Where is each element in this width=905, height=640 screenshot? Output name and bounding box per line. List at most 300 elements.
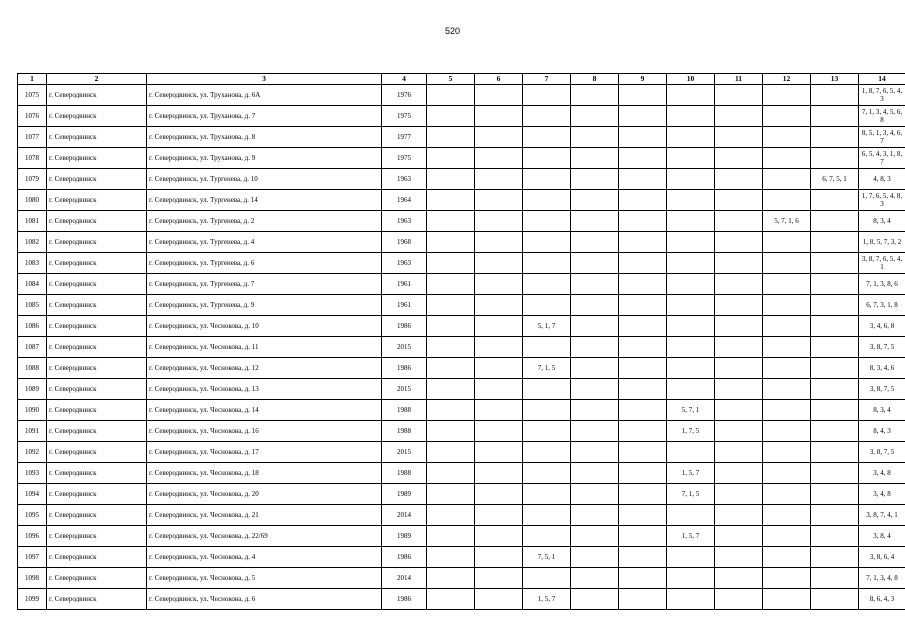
table-cell-col-3: г. Северодвинск, ул. Чеснокова, д. 13 <box>147 379 382 400</box>
table-cell-col-4: 1977 <box>382 127 427 148</box>
table-cell-col-8 <box>571 547 619 568</box>
table-cell-col-6 <box>475 190 523 211</box>
table-cell-col-7 <box>523 148 571 169</box>
table-cell-col-1: 1080 <box>18 190 47 211</box>
table-cell-col-2: г. Северодвинск <box>47 148 147 169</box>
table-row <box>18 85 905 106</box>
table-cell-col-10: 1, 5, 7 <box>667 463 715 484</box>
table-cell-col-11 <box>715 127 763 148</box>
table-cell-col-8 <box>571 295 619 316</box>
table-cell-col-8 <box>571 232 619 253</box>
table-cell-col-5 <box>427 337 475 358</box>
table-cell-col-9 <box>619 484 667 505</box>
table-cell-col-13 <box>811 442 859 463</box>
table-cell-col-3: г. Северодвинск, ул. Тургенева, д. 9 <box>147 295 382 316</box>
table-cell-col-5 <box>427 253 475 274</box>
table-cell-col-12 <box>763 85 811 106</box>
table-row <box>18 274 905 295</box>
table-cell-col-6 <box>475 484 523 505</box>
table-cell-col-13 <box>811 127 859 148</box>
table-cell-col-6 <box>475 358 523 379</box>
table-cell-col-12 <box>763 358 811 379</box>
table-cell-col-13: 6, 7, 5, 1 <box>811 169 859 190</box>
table-cell-col-2: г. Северодвинск <box>47 589 147 610</box>
table-cell-col-1: 1089 <box>18 379 47 400</box>
table-cell-col-3: г. Северодвинск, ул. Труханова, д. 6А <box>147 85 382 106</box>
table-cell-col-8 <box>571 526 619 547</box>
table-cell-col-5 <box>427 505 475 526</box>
table-cell-col-6 <box>475 274 523 295</box>
table-cell-col-6 <box>475 85 523 106</box>
table-cell-col-14: 1, 7, 6, 5, 4, 8, 3 <box>859 190 905 211</box>
table-cell-col-5 <box>427 85 475 106</box>
table-cell-col-14: 3, 8, 4 <box>859 526 905 547</box>
table-cell-col-13 <box>811 148 859 169</box>
table-cell-col-3: г. Северодвинск, ул. Чеснокова, д. 4 <box>147 547 382 568</box>
table-cell-col-12 <box>763 190 811 211</box>
table-row <box>18 484 905 505</box>
table-cell-col-12 <box>763 274 811 295</box>
table-cell-col-6 <box>475 169 523 190</box>
table-cell-col-6 <box>475 211 523 232</box>
table-cell-col-9 <box>619 379 667 400</box>
table-cell-col-3: г. Северодвинск, ул. Чеснокова, д. 20 <box>147 484 382 505</box>
table-cell-col-6 <box>475 106 523 127</box>
table-cell-col-10 <box>667 316 715 337</box>
table-cell-col-2: г. Северодвинск <box>47 127 147 148</box>
table-cell-col-11 <box>715 316 763 337</box>
table-cell-col-9 <box>619 211 667 232</box>
table-cell-col-9 <box>619 526 667 547</box>
table-cell-col-8 <box>571 568 619 589</box>
table-cell-col-8 <box>571 190 619 211</box>
table-cell-col-6 <box>475 547 523 568</box>
table-row <box>18 148 905 169</box>
table-cell-col-12 <box>763 127 811 148</box>
table-cell-col-3: г. Северодвинск, ул. Чеснокова, д. 5 <box>147 568 382 589</box>
table-cell-col-10 <box>667 190 715 211</box>
table-row <box>18 316 905 337</box>
table-row <box>18 400 905 421</box>
table-cell-col-13 <box>811 379 859 400</box>
table-cell-col-9 <box>619 589 667 610</box>
table-cell-col-1: 1078 <box>18 148 47 169</box>
table-cell-col-11 <box>715 421 763 442</box>
table-cell-col-14: 1, 8, 5, 7, 3, 2 <box>859 232 905 253</box>
table-cell-col-7: 7, 5, 1 <box>523 547 571 568</box>
table-row <box>18 505 905 526</box>
table-cell-col-14: 3, 4, 8 <box>859 484 905 505</box>
table-cell-col-2: г. Северодвинск <box>47 547 147 568</box>
table-cell-col-14: 3, 4, 8 <box>859 463 905 484</box>
table-cell-col-1: 1091 <box>18 421 47 442</box>
table-cell-col-10 <box>667 442 715 463</box>
table-cell-col-13 <box>811 253 859 274</box>
table-cell-col-7 <box>523 442 571 463</box>
table-cell-col-1: 1084 <box>18 274 47 295</box>
table-cell-col-1: 1076 <box>18 106 47 127</box>
table-cell-col-9 <box>619 85 667 106</box>
table-cell-col-1: 1088 <box>18 358 47 379</box>
table-cell-col-2: г. Северодвинск <box>47 316 147 337</box>
table-cell-col-14: 8, 5, 1, 3, 4, 6, 7 <box>859 127 905 148</box>
table-cell-col-3: г. Северодвинск, ул. Тургенева, д. 10 <box>147 169 382 190</box>
table-cell-col-4: 1976 <box>382 85 427 106</box>
table-cell-col-4: 1988 <box>382 463 427 484</box>
table-cell-col-14: 1, 8, 7, 6, 5, 4, 3 <box>859 85 905 106</box>
table-cell-col-7 <box>523 190 571 211</box>
table-cell-col-2: г. Северодвинск <box>47 106 147 127</box>
table-cell-col-3: г. Северодвинск, ул. Чеснокова, д. 17 <box>147 442 382 463</box>
table-cell-col-12 <box>763 526 811 547</box>
table-cell-col-3: г. Северодвинск, ул. Чеснокова, д. 16 <box>147 421 382 442</box>
table-cell-col-6 <box>475 316 523 337</box>
table-cell-col-3: г. Северодвинск, ул. Тургенева, д. 2 <box>147 211 382 232</box>
table-cell-col-5 <box>427 589 475 610</box>
table-cell-col-12 <box>763 337 811 358</box>
table-cell-col-5 <box>427 568 475 589</box>
table-cell-col-9 <box>619 106 667 127</box>
table-cell-col-11 <box>715 379 763 400</box>
table-cell-col-2: г. Северодвинск <box>47 295 147 316</box>
table-cell-col-14: 8, 3, 4 <box>859 211 905 232</box>
table-cell-col-11 <box>715 253 763 274</box>
table-cell-col-14: 8, 3, 4 <box>859 400 905 421</box>
table-body <box>18 85 905 610</box>
table-cell-col-7 <box>523 274 571 295</box>
table-cell-col-10 <box>667 169 715 190</box>
table-cell-col-3: г. Северодвинск, ул. Тургенева, д. 14 <box>147 190 382 211</box>
table-cell-col-10 <box>667 85 715 106</box>
table-cell-col-4: 1986 <box>382 547 427 568</box>
table-cell-col-3: г. Северодвинск, ул. Чеснокова, д. 12 <box>147 358 382 379</box>
table-cell-col-3: г. Северодвинск, ул. Труханова, д. 7 <box>147 106 382 127</box>
table-cell-col-1: 1085 <box>18 295 47 316</box>
table-cell-col-9 <box>619 442 667 463</box>
page-number: 520 <box>444 26 461 36</box>
table-cell-col-9 <box>619 232 667 253</box>
table-cell-col-12 <box>763 232 811 253</box>
column-header-2: 2 <box>47 74 147 85</box>
table-cell-col-12 <box>763 463 811 484</box>
table-cell-col-14: 3, 4, 6, 8 <box>859 316 905 337</box>
table-cell-col-10 <box>667 589 715 610</box>
table-cell-col-7: 5, 1, 7 <box>523 316 571 337</box>
table-cell-col-2: г. Северодвинск <box>47 232 147 253</box>
table-row <box>18 442 905 463</box>
table-cell-col-11 <box>715 337 763 358</box>
table-cell-col-13 <box>811 484 859 505</box>
table-cell-col-7 <box>523 127 571 148</box>
table-cell-col-7 <box>523 85 571 106</box>
table-cell-col-11 <box>715 526 763 547</box>
table-cell-col-6 <box>475 295 523 316</box>
table-cell-col-12 <box>763 106 811 127</box>
table-cell-col-13 <box>811 85 859 106</box>
table-cell-col-1: 1087 <box>18 337 47 358</box>
table-cell-col-4: 1986 <box>382 358 427 379</box>
column-header-3: 3 <box>147 74 382 85</box>
table-cell-col-1: 1075 <box>18 85 47 106</box>
table-cell-col-7 <box>523 253 571 274</box>
table-cell-col-2: г. Северодвинск <box>47 442 147 463</box>
table-cell-col-5 <box>427 358 475 379</box>
table-cell-col-11 <box>715 358 763 379</box>
table-cell-col-8 <box>571 463 619 484</box>
table-cell-col-4: 1964 <box>382 190 427 211</box>
table-cell-col-11 <box>715 85 763 106</box>
table-cell-col-7 <box>523 568 571 589</box>
table-cell-col-8 <box>571 106 619 127</box>
table-cell-col-1: 1095 <box>18 505 47 526</box>
table-cell-col-11 <box>715 505 763 526</box>
table-cell-col-5 <box>427 169 475 190</box>
table-cell-col-7 <box>523 484 571 505</box>
table-cell-col-11 <box>715 568 763 589</box>
table-cell-col-6 <box>475 463 523 484</box>
table-cell-col-13 <box>811 526 859 547</box>
table-cell-col-3: г. Северодвинск, ул. Чеснокова, д. 22/69 <box>147 526 382 547</box>
table-cell-col-5 <box>427 295 475 316</box>
column-header-7: 7 <box>523 74 571 85</box>
table-cell-col-4: 1961 <box>382 274 427 295</box>
table-cell-col-13 <box>811 295 859 316</box>
table-cell-col-8 <box>571 337 619 358</box>
table-cell-col-6 <box>475 253 523 274</box>
table-cell-col-13 <box>811 589 859 610</box>
table-cell-col-11 <box>715 232 763 253</box>
table-cell-col-3: г. Северодвинск, ул. Тургенева, д. 6 <box>147 253 382 274</box>
table-cell-col-4: 1975 <box>382 106 427 127</box>
table-cell-col-9 <box>619 568 667 589</box>
table-cell-col-10 <box>667 211 715 232</box>
table-cell-col-14: 3, 8, 7, 5 <box>859 442 905 463</box>
table-cell-col-11 <box>715 211 763 232</box>
table-cell-col-14: 4, 8, 3 <box>859 169 905 190</box>
table-cell-col-4: 1963 <box>382 253 427 274</box>
table-cell-col-12 <box>763 442 811 463</box>
table-cell-col-5 <box>427 148 475 169</box>
table-cell-col-12 <box>763 316 811 337</box>
table-cell-col-1: 1097 <box>18 547 47 568</box>
table-row <box>18 421 905 442</box>
table-cell-col-13 <box>811 274 859 295</box>
table-cell-col-8 <box>571 400 619 421</box>
table-row <box>18 211 905 232</box>
table-cell-col-1: 1098 <box>18 568 47 589</box>
table-cell-col-11 <box>715 148 763 169</box>
table-cell-col-13 <box>811 190 859 211</box>
column-header-13: 13 <box>811 74 859 85</box>
table-row <box>18 547 905 568</box>
table-cell-col-2: г. Северодвинск <box>47 400 147 421</box>
table-cell-col-14: 3, 8, 7, 4, 1 <box>859 505 905 526</box>
table-cell-col-10 <box>667 295 715 316</box>
table-cell-col-13 <box>811 421 859 442</box>
table-cell-col-2: г. Северодвинск <box>47 85 147 106</box>
table-cell-col-3: г. Северодвинск, ул. Труханова, д. 8 <box>147 127 382 148</box>
table-cell-col-11 <box>715 589 763 610</box>
table-cell-col-14: 3, 8, 7, 5 <box>859 337 905 358</box>
table-cell-col-5 <box>427 211 475 232</box>
table-cell-col-1: 1090 <box>18 400 47 421</box>
table-row <box>18 337 905 358</box>
table-cell-col-1: 1082 <box>18 232 47 253</box>
table-cell-col-10 <box>667 148 715 169</box>
table-cell-col-2: г. Северодвинск <box>47 190 147 211</box>
table-cell-col-11 <box>715 274 763 295</box>
table-cell-col-1: 1093 <box>18 463 47 484</box>
table-cell-col-4: 1986 <box>382 589 427 610</box>
table-cell-col-10 <box>667 232 715 253</box>
table-cell-col-12 <box>763 295 811 316</box>
table-cell-col-5 <box>427 442 475 463</box>
table-row <box>18 295 905 316</box>
table-cell-col-11 <box>715 106 763 127</box>
table-cell-col-12 <box>763 400 811 421</box>
table-cell-col-1: 1094 <box>18 484 47 505</box>
table-cell-col-12 <box>763 148 811 169</box>
table-cell-col-4: 1975 <box>382 148 427 169</box>
table-cell-col-4: 2014 <box>382 505 427 526</box>
table-cell-col-5 <box>427 463 475 484</box>
table-cell-col-14: 7, 1, 3, 8, 6 <box>859 274 905 295</box>
table-cell-col-9 <box>619 505 667 526</box>
table-cell-col-3: г. Северодвинск, ул. Чеснокова, д. 14 <box>147 400 382 421</box>
table-cell-col-14: 8, 4, 3 <box>859 421 905 442</box>
table-cell-col-8 <box>571 589 619 610</box>
table-cell-col-12: 5, 7, 1, 6 <box>763 211 811 232</box>
table-cell-col-4: 2014 <box>382 568 427 589</box>
table-cell-col-10 <box>667 505 715 526</box>
table-cell-col-5 <box>427 127 475 148</box>
table-cell-col-13 <box>811 337 859 358</box>
table-cell-col-13 <box>811 400 859 421</box>
table-cell-col-4: 1989 <box>382 526 427 547</box>
table-cell-col-12 <box>763 484 811 505</box>
table-cell-col-10 <box>667 568 715 589</box>
table-cell-col-10 <box>667 379 715 400</box>
table-cell-col-14: 8, 6, 4, 3 <box>859 589 905 610</box>
column-header-8: 8 <box>571 74 619 85</box>
column-header-4: 4 <box>382 74 427 85</box>
table-cell-col-4: 2015 <box>382 442 427 463</box>
table-cell-col-11 <box>715 547 763 568</box>
column-header-5: 5 <box>427 74 475 85</box>
table-cell-col-5 <box>427 274 475 295</box>
table-cell-col-8 <box>571 211 619 232</box>
table-cell-col-12 <box>763 505 811 526</box>
table-cell-col-7 <box>523 232 571 253</box>
table-cell-col-2: г. Северодвинск <box>47 379 147 400</box>
table-cell-col-2: г. Северодвинск <box>47 169 147 190</box>
table-cell-col-14: 3, 8, 7, 6, 5, 4, 1 <box>859 253 905 274</box>
table-cell-col-8 <box>571 169 619 190</box>
table-cell-col-4: 2015 <box>382 379 427 400</box>
table-cell-col-6 <box>475 442 523 463</box>
table-cell-col-12 <box>763 379 811 400</box>
table-cell-col-1: 1092 <box>18 442 47 463</box>
table-cell-col-1: 1096 <box>18 526 47 547</box>
table-cell-col-7 <box>523 106 571 127</box>
table-cell-col-10 <box>667 274 715 295</box>
table-cell-col-7 <box>523 421 571 442</box>
table-cell-col-7 <box>523 400 571 421</box>
table-cell-col-6 <box>475 148 523 169</box>
table-cell-col-5 <box>427 190 475 211</box>
table-cell-col-11 <box>715 463 763 484</box>
table-cell-col-5 <box>427 400 475 421</box>
table-row <box>18 106 905 127</box>
table-cell-col-2: г. Северодвинск <box>47 421 147 442</box>
housing-register-table <box>17 73 905 610</box>
table-cell-col-7 <box>523 526 571 547</box>
table-cell-col-7 <box>523 463 571 484</box>
column-header-11: 11 <box>715 74 763 85</box>
table-cell-col-6 <box>475 127 523 148</box>
table-cell-col-6 <box>475 379 523 400</box>
column-header-12: 12 <box>763 74 811 85</box>
table-row <box>18 169 905 190</box>
table-cell-col-2: г. Северодвинск <box>47 463 147 484</box>
table-cell-col-5 <box>427 484 475 505</box>
table-cell-col-14: 3, 8, 7, 5 <box>859 379 905 400</box>
table-cell-col-1: 1081 <box>18 211 47 232</box>
table-cell-col-6 <box>475 568 523 589</box>
table-cell-col-10: 5, 7, 1 <box>667 400 715 421</box>
table-cell-col-3: г. Северодвинск, ул. Чеснокова, д. 10 <box>147 316 382 337</box>
table-cell-col-9 <box>619 358 667 379</box>
table-cell-col-2: г. Северодвинск <box>47 337 147 358</box>
table-cell-col-9 <box>619 547 667 568</box>
table-cell-col-9 <box>619 127 667 148</box>
table-cell-col-8 <box>571 316 619 337</box>
table-cell-col-7 <box>523 379 571 400</box>
table-cell-col-8 <box>571 358 619 379</box>
table-cell-col-14: 6, 5, 4, 3, 1, 8, 7 <box>859 148 905 169</box>
table-cell-col-12 <box>763 253 811 274</box>
table-cell-col-14: 7, 1, 3, 4, 8 <box>859 568 905 589</box>
table-cell-col-13 <box>811 211 859 232</box>
column-header-10: 10 <box>667 74 715 85</box>
table-cell-col-5 <box>427 526 475 547</box>
table-cell-col-2: г. Северодвинск <box>47 505 147 526</box>
table-row <box>18 589 905 610</box>
table-cell-col-12 <box>763 421 811 442</box>
table-row <box>18 358 905 379</box>
table-cell-col-10 <box>667 358 715 379</box>
table-cell-col-7: 1, 5, 7 <box>523 589 571 610</box>
table-cell-col-8 <box>571 127 619 148</box>
table-cell-col-10 <box>667 253 715 274</box>
table-cell-col-8 <box>571 253 619 274</box>
table-cell-col-4: 1961 <box>382 295 427 316</box>
table-cell-col-4: 1963 <box>382 169 427 190</box>
table-row <box>18 127 905 148</box>
table-cell-col-9 <box>619 148 667 169</box>
table-cell-col-3: г. Северодвинск, ул. Чеснокова, д. 6 <box>147 589 382 610</box>
table-cell-col-13 <box>811 568 859 589</box>
table-cell-col-13 <box>811 316 859 337</box>
table-cell-col-2: г. Северодвинск <box>47 358 147 379</box>
table-cell-col-9 <box>619 421 667 442</box>
table-cell-col-3: г. Северодвинск, ул. Чеснокова, д. 11 <box>147 337 382 358</box>
table-row <box>18 232 905 253</box>
table-cell-col-5 <box>427 421 475 442</box>
table-cell-col-4: 1968 <box>382 232 427 253</box>
table-row <box>18 253 905 274</box>
table-cell-col-4: 1963 <box>382 211 427 232</box>
